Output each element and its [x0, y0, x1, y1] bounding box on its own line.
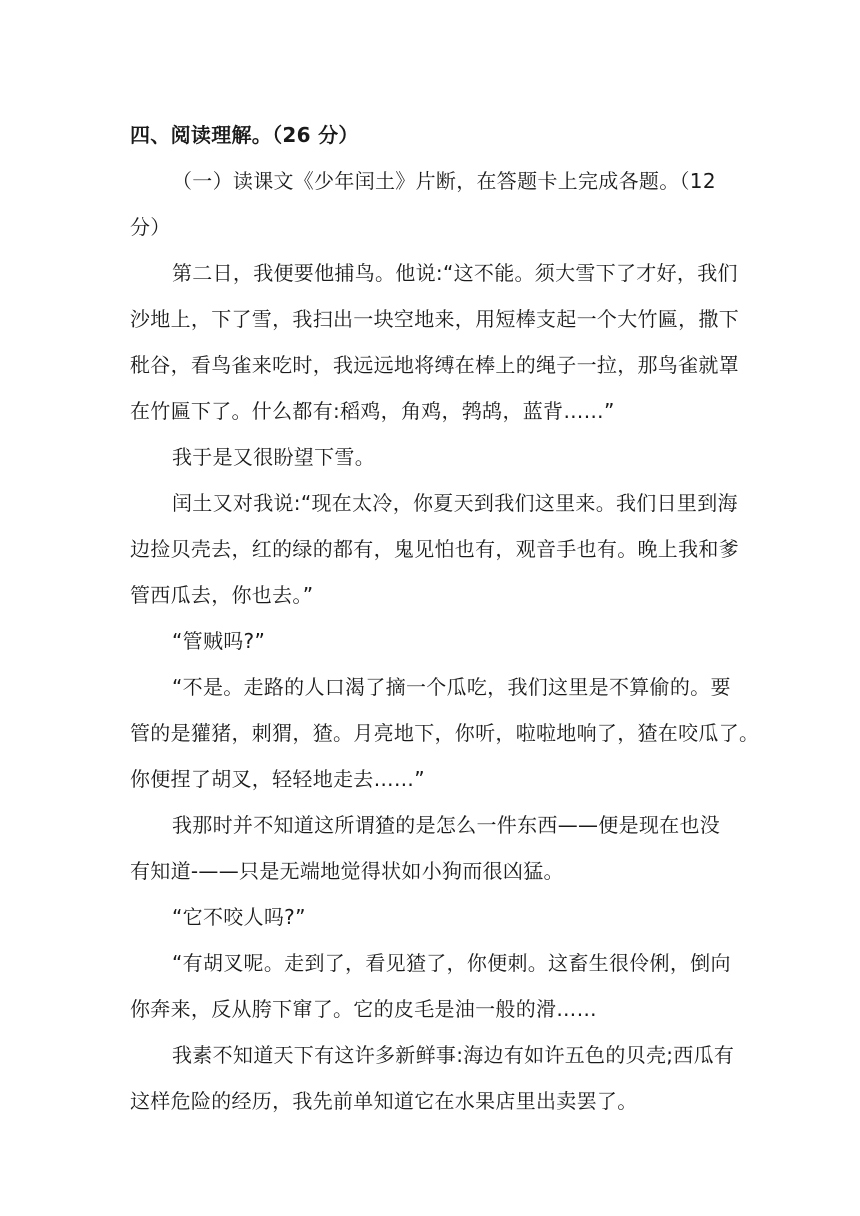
paragraph-line: “有胡叉呢。走到了，看见猹了，你便刺。这畜生很伶俐，倒向 — [172, 951, 731, 975]
paragraph-9 — [130, 1032, 735, 1124]
paragraph-line: 秕谷，看鸟雀来吃时，我远远地将缚在棒上的绳子一拉，那鸟雀就罩 — [130, 353, 739, 377]
paragraph-line: “不是。走路的人口渴了摘一个瓜吃，我们这里是不算偷的。要 — [172, 675, 731, 699]
paragraph-1 — [130, 250, 739, 434]
paragraph-line: 有知道-——只是无端地觉得状如小狗而很凶猛。 — [130, 859, 564, 883]
section-heading: 四、阅读理解。（26 分） — [130, 123, 359, 147]
paragraph-line: 闰土又对我说:“现在太冷，你夏天到我们这里来。我们日里到海 — [172, 491, 738, 515]
paragraph-line: 第二日，我便要他捕鸟。他说:“这不能。须大雪下了才好，我们 — [172, 261, 738, 285]
paragraph-line: “它不咬人吗?” — [172, 905, 306, 929]
paragraph-line: 管西瓜去，你也去。” — [130, 583, 314, 607]
document-content — [130, 112, 760, 1124]
paragraph-line: 我于是又很盼望下雪。 — [172, 445, 375, 469]
paragraph-3 — [130, 480, 739, 618]
paragraph-6 — [130, 802, 730, 894]
paragraph-8 — [130, 940, 730, 1032]
paragraph-line: 这样危险的经历，我先前单知道它在水果店里出卖罢了。 — [130, 1089, 638, 1113]
paragraph-line: 管的是獾猪，刺猬，猹。月亮地下，你听，啦啦地响了，猹在咬瓜了。 — [130, 721, 760, 745]
sub-question-line-1: （一）读课文《少年闰土》片断，在答题卡上完成各题。（12 — [172, 169, 716, 193]
sub-question — [130, 158, 730, 250]
paragraph-4 — [130, 618, 730, 664]
sub-question-line-2: 分） — [130, 215, 171, 239]
paragraph-line: 沙地上，下了雪，我扫出一块空地来，用短棒支起一个大竹匾，撒下 — [130, 307, 739, 331]
paragraph-line: 我素不知道天下有这许多新鲜事:海边有如许五色的贝壳;西瓜有 — [172, 1043, 735, 1067]
paragraph-line: 你便捏了胡叉，轻轻地走去……” — [130, 767, 425, 791]
paragraph-line: 你奔来，反从胯下窜了。它的皮毛是油一般的滑…… — [130, 997, 597, 1021]
paragraph-7 — [130, 894, 730, 940]
paragraph-2 — [130, 434, 730, 480]
paragraph-line: “管贼吗?” — [172, 629, 266, 653]
paragraph-line: 在竹匾下了。什么都有:稻鸡，角鸡，鹁鸪，蓝背……” — [130, 399, 615, 423]
paragraph-line: 我那时并不知道这所谓猹的是怎么一件东西——便是现在也没 — [172, 813, 721, 837]
paragraph-line: 边捡贝壳去，红的绿的都有，鬼见怕也有，观音手也有。晚上我和爹 — [130, 537, 739, 561]
paragraph-5 — [130, 664, 760, 802]
